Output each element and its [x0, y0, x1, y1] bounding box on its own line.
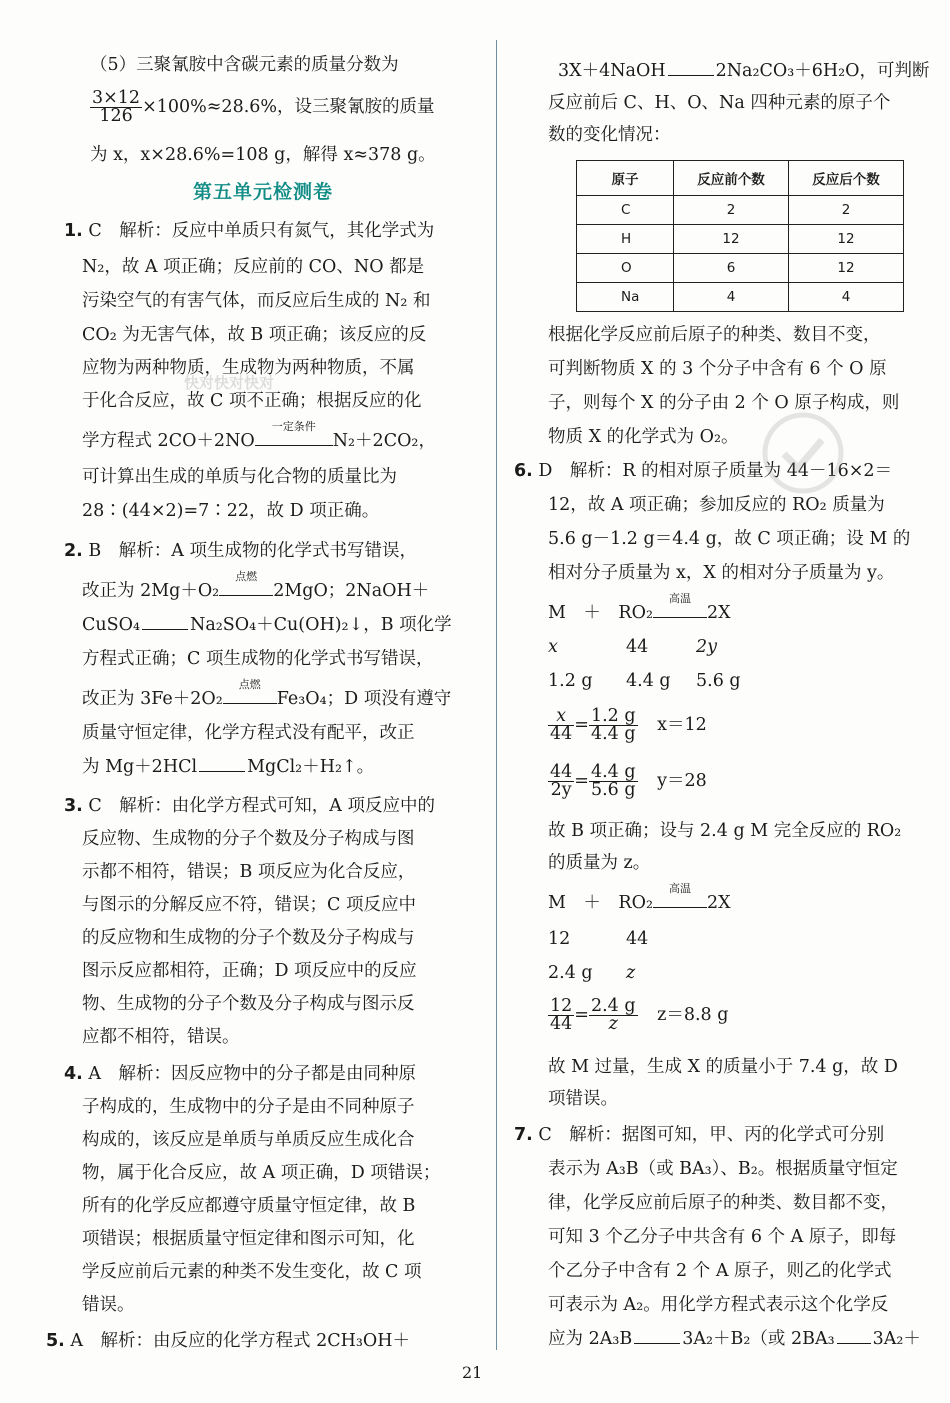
q5-line-2: 反应前后 C、H、O、Na 四种元素的原子个 — [548, 93, 891, 113]
table-row — [577, 196, 904, 225]
q6-line-6: 的质量为 z。 — [548, 853, 651, 873]
q3-number: 3. — [64, 796, 83, 816]
intro-line-1: （5）三聚氰胺中含碳元素的质量分数为 — [90, 55, 399, 75]
table-cell: H — [577, 225, 674, 254]
column-divider — [496, 40, 497, 1350]
q2-line-3: CuSO₄ Na₂SO₄＋Cu(OH)₂↓，B 项化学 — [82, 615, 452, 635]
q1-line-9: 28∶(44×2)=7∶22，故 D 项正确。 — [82, 501, 380, 521]
table-cell: 12 — [789, 254, 904, 283]
q6-line-4: 相对分子质量为 x，X 的相对分子质量为 y。 — [548, 563, 895, 583]
q3-line-8: 应都不相符，错误。 — [82, 1027, 240, 1047]
q6-equation-1: M ＋ RO₂ 高温 2X — [548, 592, 731, 623]
table-cell: 4 — [789, 283, 904, 312]
equals-bar — [142, 620, 188, 630]
q4-line-7: 学反应前后元素的种类不发生变化，故 C 项 — [82, 1262, 422, 1282]
q6-equation-2: M ＋ RO₂ 高温 2X — [548, 882, 731, 913]
equals-bar — [837, 1334, 871, 1344]
watermark-text: 快对快对快对 — [184, 374, 275, 392]
q6-ratio-row-2: 1.2 g 4.4 g 5.6 g — [548, 671, 741, 691]
table-cell: 6 — [674, 254, 789, 283]
q2-line-4: 方程式正确；C 项生成物的化学式书写错误， — [82, 649, 434, 669]
equals-bar — [634, 1334, 680, 1344]
q3-line-7: 物、生成物的分子个数及分子构成与图示反 — [82, 994, 415, 1014]
table-cell: 12 — [789, 225, 904, 254]
q3-line-1: 3. C 解析：由化学方程式可知，A 项反应中的 — [64, 796, 435, 816]
q2-number: 2. — [64, 541, 83, 561]
q1-number: 1. — [64, 221, 83, 241]
q6-line-2: 12，故 A 项正确；参加反应的 RO₂ 质量为 — [548, 495, 885, 515]
atom-count-table — [576, 160, 904, 312]
table-cell: 2 — [674, 196, 789, 225]
table-row — [577, 283, 904, 312]
q7-line-5: 个乙分子中含有 2 个 A 原子，则乙的化学式 — [548, 1261, 892, 1281]
reaction-condition-arrow: 一定条件 — [255, 430, 333, 452]
q3-line-4: 与图示的分解反应不符，错误；C 项反应中 — [82, 895, 416, 915]
reaction-condition-arrow: 点燃 — [219, 580, 273, 602]
q6-fraction-z: $\frac{12}{44}$ = $\frac{2.4 g}{z}$ z＝8.8 g — [550, 996, 729, 1034]
q6-ratio-row-4: 2.4 g z — [548, 963, 636, 983]
table-header: 反应后个数 — [789, 161, 904, 196]
q5-line-1: 5. A 解析：由反应的化学方程式 2CH₃OH＋ — [46, 1331, 411, 1351]
q3-line-3: 示都不相符，错误；B 项反应为化合反应， — [82, 862, 416, 882]
q1-line-8: 可计算出生成的单质与化合物的质量比为 — [82, 467, 397, 487]
table-cell: C — [577, 196, 674, 225]
q6-line-5: 故 B 项正确；设与 2.4 g M 完全反应的 RO₂ — [548, 821, 902, 841]
page-number: 21 — [462, 1363, 483, 1382]
q3-line-2: 反应物、生成物的分子个数及分子构成与图 — [82, 829, 415, 849]
q6-line-1: 6. D 解析：R 的相对原子质量为 44－16×2＝ — [514, 461, 893, 481]
table-cell: Na — [577, 283, 674, 312]
q4-line-3: 构成的，该反应是单质与单质反应生成化合 — [82, 1130, 415, 1150]
q1-line-4: CO₂ 为无害气体，故 B 项正确；该反应的反 — [82, 325, 427, 345]
q6-line-8: 项错误。 — [548, 1089, 618, 1109]
after-table-line-1: 根据化学反应前后原子的种类、数目不变， — [548, 325, 881, 345]
carbon-fraction: $\frac{3\times 12}{126}$ — [92, 88, 141, 126]
q5-line-3: 数的变化情况： — [548, 125, 671, 145]
after-table-line-3: 子，则每个 X 的分子由 2 个 O 原子构成，则 — [548, 393, 900, 413]
table-cell: 12 — [674, 225, 789, 254]
q2-line-6: 质量守恒定律，化学方程式没有配平，改正 — [82, 723, 415, 743]
q6-number: 6. — [514, 461, 533, 481]
q2-line-5: 改正为 3Fe＋2O₂ 点燃 Fe₃O₄；D 项没有遵守 — [82, 678, 452, 709]
q3-line-6: 图示反应都相符，正确；D 项反应中的反应 — [82, 961, 417, 981]
q5-equation: 3X＋4NaOH 2Na₂CO₃＋6H₂O，可判断 — [558, 61, 930, 81]
table-cell: 2 — [789, 196, 904, 225]
q4-line-6: 项错误；根据质量守恒定律和图示可知，化 — [82, 1229, 415, 1249]
q6-ratio-row-3: 12 44 — [548, 929, 649, 949]
reaction-condition-arrow: 高温 — [653, 892, 707, 914]
table-cell: 4 — [674, 283, 789, 312]
after-table-line-4: 物质 X 的化学式为 O₂。 — [548, 427, 739, 447]
q7-line-7: 应为 2A₃B 3A₂＋B₂（或 2BA₃ 3A₂＋ — [548, 1329, 921, 1349]
q6-ratio-row-1: x 44 2y — [548, 637, 718, 657]
q2-line-7: 为 Mg＋2HCl MgCl₂＋H₂↑。 — [82, 757, 375, 777]
q1-line-6: 于化合反应，故 C 项不正确；根据反应的化 — [82, 391, 422, 411]
q4-number: 4. — [64, 1064, 83, 1084]
q3-line-5: 的反应物和生成物的分子个数及分子构成与 — [82, 928, 415, 948]
q1-line-1: 1. C 解析：反应中单质只有氮气，其化学式为 — [64, 221, 435, 241]
watermark-check-icon — [760, 410, 846, 496]
q6-fraction-x: $\frac{x}{44}$ = $\frac{1.2 g}{4.4 g}$ x＝12 — [550, 706, 707, 744]
q1-line-3: 污染空气的有害气体，而反应后生成的 N₂ 和 — [82, 291, 431, 311]
intro-line-2: $\frac{3\times 12}{126}$ ×100%≈28.6%，设三聚氰胺的质量 — [92, 88, 435, 126]
q1-line-5: 应物为两种物质，生成物为两种物质，不属 — [82, 358, 415, 378]
q7-line-1: 7. C 解析：据图可知，甲、丙的化学式可分别 — [514, 1125, 885, 1145]
q6-line-7: 故 M 过量，生成 X 的质量小于 7.4 g，故 D — [548, 1057, 898, 1077]
table-header-row — [577, 161, 904, 196]
q7-line-4: 可知 3 个乙分子中共含有 6 个 A 原子，即每 — [548, 1227, 897, 1247]
q1-line-2: N₂，故 A 项正确；反应前的 CO、NO 都是 — [82, 257, 425, 277]
equals-bar — [668, 66, 714, 76]
q7-line-2: 表示为 A₃B（或 BA₃）、B₂。根据质量守恒定 — [548, 1159, 898, 1179]
table-header: 原子 — [577, 161, 674, 196]
table-row — [577, 225, 904, 254]
reaction-condition-arrow: 点燃 — [223, 688, 277, 710]
table-row — [577, 254, 904, 283]
intro-line-3: 为 x，x×28.6%=108 g，解得 x≈378 g。 — [90, 145, 436, 165]
table-header: 反应前个数 — [674, 161, 789, 196]
q7-line-3: 律，化学反应前后原子的种类、数目都不变， — [548, 1193, 898, 1213]
equals-bar — [199, 762, 245, 772]
table-cell: O — [577, 254, 674, 283]
q4-line-8: 错误。 — [82, 1295, 135, 1315]
q6-fraction-y: $\frac{44}{2y}$ = $\frac{4.4 g}{5.6 g}$ y＝28 — [550, 762, 707, 800]
after-table-line-2: 可判断物质 X 的 3 个分子中含有 6 个 O 原 — [548, 359, 887, 379]
q1-equation: 学方程式 2CO＋2NO 一定条件 N₂＋2CO₂， — [82, 420, 436, 451]
q4-line-4: 物，属于化合反应，故 A 项正确，D 项错误； — [82, 1163, 441, 1183]
reaction-condition-arrow: 高温 — [653, 602, 707, 624]
q6-line-3: 5.6 g－1.2 g＝4.4 g，故 C 项正确；设 M 的 — [548, 529, 911, 549]
q4-line-1: 4. A 解析：因反应物中的分子都是由同种原 — [64, 1064, 417, 1084]
q7-line-6: 可表示为 A₂。用化学方程式表示这个化学反 — [548, 1295, 889, 1315]
q2-line-2: 改正为 2Mg＋O₂ 点燃 2MgO；2NaOH＋ — [82, 570, 430, 601]
q4-line-2: 子构成的，生成物中的分子是由不同种原子 — [82, 1097, 415, 1117]
q2-line-1: 2. B 解析：A 项生成物的化学式书写错误， — [64, 541, 417, 561]
q7-number: 7. — [514, 1125, 533, 1145]
section-title: 第五单元检测卷 — [192, 181, 333, 203]
q4-line-5: 所有的化学反应都遵守质量守恒定律，故 B — [82, 1196, 416, 1216]
q5-number: 5. — [46, 1331, 65, 1351]
